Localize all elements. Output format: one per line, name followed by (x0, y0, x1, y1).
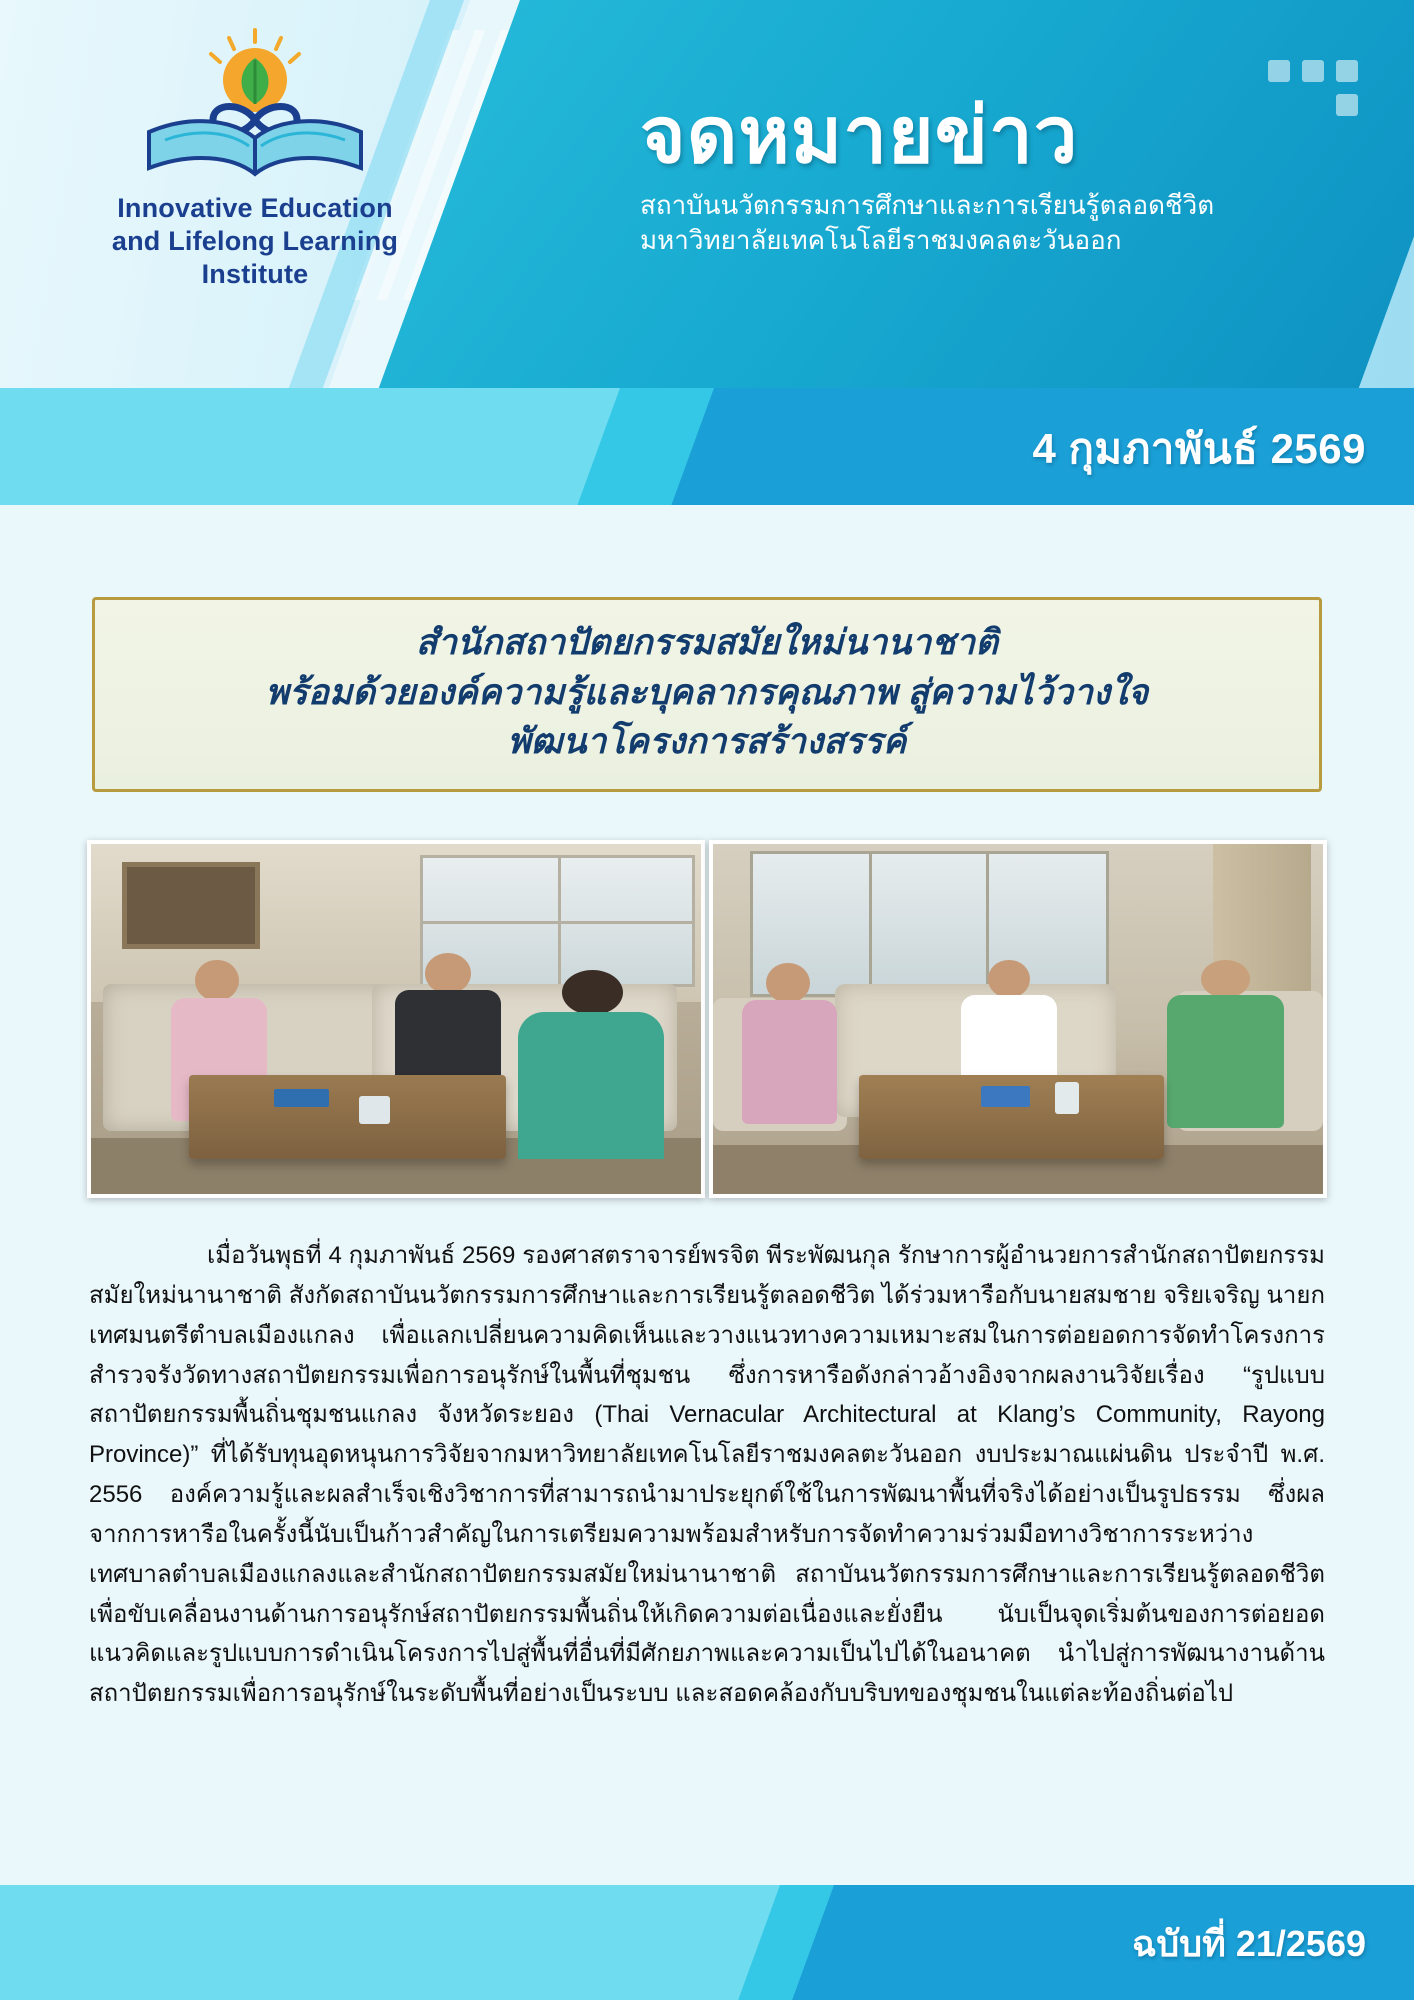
headline-line-2: พร้อมด้วยองค์ความรู้และบุคลากรคุณภาพ สู่ความไว้วางใจ (265, 672, 1149, 712)
headline-box (92, 597, 1322, 792)
headline-line-1: สำนักสถาปัตยกรรมสมัยใหม่นานาชาติ (415, 623, 999, 662)
logo-text (60, 192, 450, 291)
logo-text-line1: Innovative Education (117, 193, 393, 223)
publication-date: 4 กุมภาพันธ์ 2569 (1032, 425, 1366, 472)
headline-line-3: พัฒนาโครงการสร้างสรรค์ (507, 722, 907, 762)
article-paragraph: เมื่อวันพุธที่ 4 กุมภาพันธ์ 2569 รองศาสตราจารย์พรจิต พีระพัฒนกุล รักษาการผู้อำนวยการสำนักสถาปัตยกรรมสมัยใหม่นานาชาติ สังกัดสถาบันนวัตกรรมการศึกษาและการเรียนรู้ตลอดชีวิต ได้ร่วมหารือกับนายสมชาย จริยเจริญ นายกเทศมนตรีตำบลเมืองแกลง เพื่อแลกเปลี่ยนความคิดเห็นและวางแนวทางความเหมาะสมในการต่อยอดการจัดทำโครงการสำรวจรังวัดทางสถาปัตยกรรมเพื่อการอนุรักษ์ในพื้นที่ชุมชน ซึ่งการหารือดังกล่าวอ้างอิงจากผลงานวิจัยเรื่อง “รูปแบบสถาปัตยกรรมพื้นถิ่นชุมชนแกลง จังหวัดระยอง (Thai Vernacular Architectural at Klang’s Community, Rayong Province)” ที่ได้รับทุนอุดหนุนการวิจัยจากมหาวิทยาลัยเทคโนโลยีราชมงคลตะวันออก งบประมาณแผ่นดิน ประจำปี พ.ศ. 2556 องค์ความรู้และผลสำเร็จเชิงวิชาการที่สามารถนำมาประยุกต์ใช้ในการพัฒนาพื้นที่จริงได้อย่างเป็นรูปธรรม ซึ่งผลจากการหารือในครั้งนี้นับเป็นก้าวสำคัญในการเตรียมความพร้อมสำหรับการจัดทำความร่วมมือทางวิชาการระหว่างเทศบาลตำบลเมืองแกลงและสำนักสถาปัตยกรรมสมัยใหม่นานาชาติ สถาบันนวัตกรรมการศึกษาและการเรียนรู้ตลอดชีวิต เพื่อขับเคลื่อนงานด้านการอนุรักษ์สถาปัตยกรรมพื้นถิ่นให้เกิดความต่อเนื่องและยั่งยืน นับเป็นจุดเริ่มต้นของการต่อยอดแนวคิดและรูปแบบการดำเนินโครงการไปสู่พื้นที่อื่นที่มีศักยภาพและความเป็นไปได้ในอนาคต นำไปสู่การพัฒนางานด้านสถาปัตยกรรมเพื่อการอนุรักษ์ในระดับพื้นที่อย่างเป็นระบบ และสอดคล้องกับบริบทของชุมชนในแต่ละท้องถิ่นต่อไป (89, 1242, 1325, 1708)
article-text (89, 1236, 1325, 1714)
date-bar (0, 388, 1414, 505)
meeting-photo-left (87, 840, 705, 1198)
issue-number: ฉบับที่ 21/2569 (1131, 1923, 1366, 1964)
institute-logo (60, 28, 450, 291)
newsletter-footer (0, 1885, 1414, 2000)
newsletter-title-block (640, 91, 1380, 258)
newsletter-subtitle-institute: สถาบันนวัตกรรมการศึกษาและการเรียนรู้ตลอดชีวิต (640, 190, 1215, 220)
newsletter-title: จดหมายข่าว (640, 91, 1079, 179)
newsletter-header (0, 0, 1414, 505)
newsletter-subtitle-university: มหาวิทยาลัยเทคโนโลยีราชมงคลตะวันออก (640, 225, 1122, 256)
book-leaf-sun-logo-icon (105, 28, 405, 188)
meeting-photo-right (709, 840, 1327, 1198)
logo-text-line2: and Lifelong Learning (111, 225, 399, 256)
logo-text-line3: Institute (201, 258, 309, 289)
newsletter-body (0, 597, 1414, 1724)
photo-gallery (87, 840, 1327, 1198)
